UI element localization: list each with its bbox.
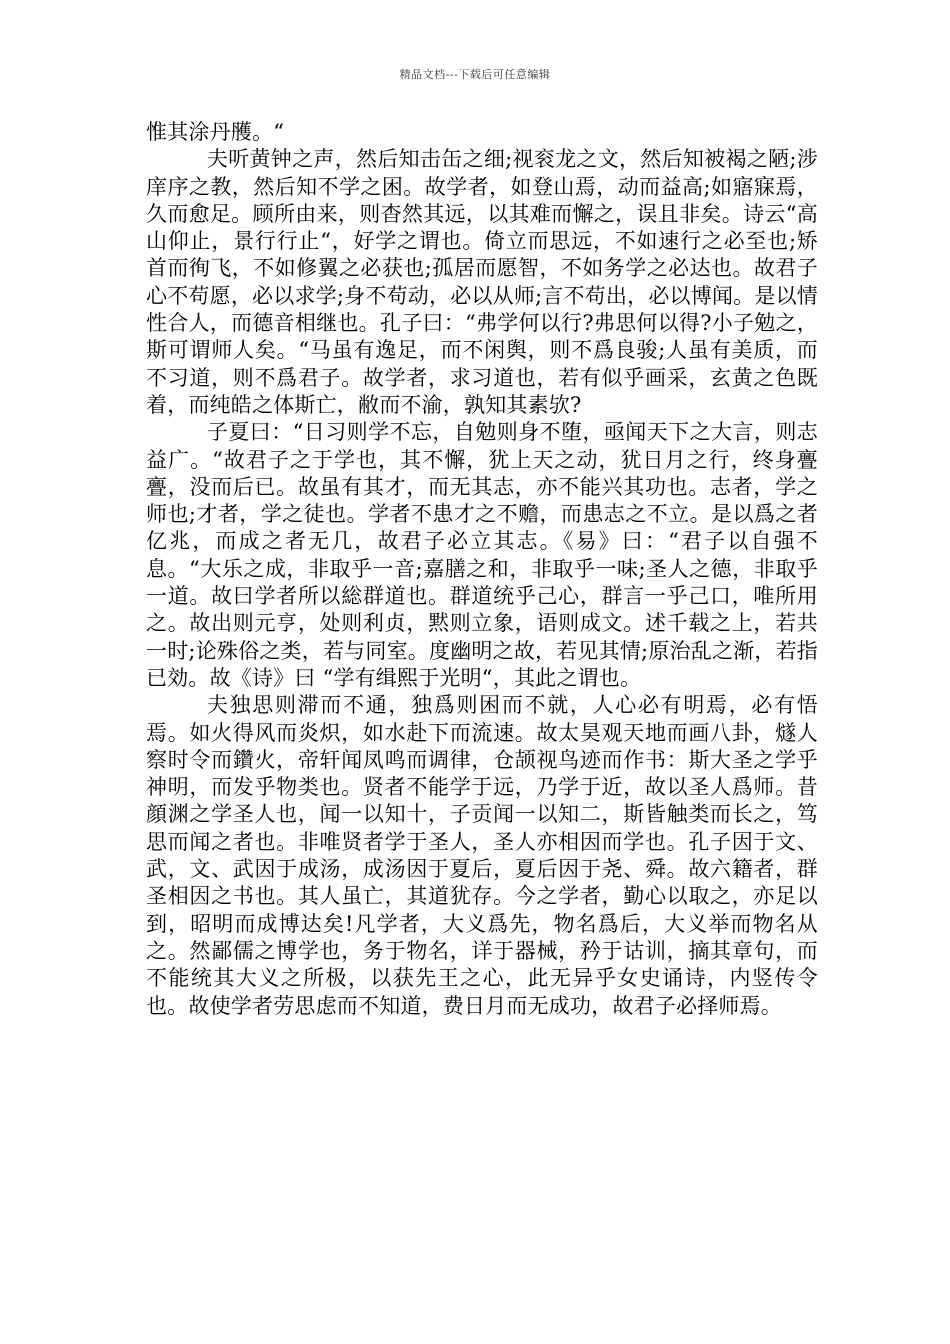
paragraph: 子夏曰：“日习则学不忘，自勉则身不堕，亟闻天下之大言，则志益广。“故君子之于学也，其不懈，犹上天之动，犹日月之行，终身亹亹，没而后已。故虽有其才，而无其志，亦不能兴其功也。志者，学之师也;才者，学之徒也。学者不患才之不赡，而患志之不立。是以爲之者亿兆，而成之者无几，故君子必立其志。《易》曰：“君子以自强不息。“大乐之成，非取乎一音;嘉膳之和，非取乎一味;圣人之德，非取乎一道。故曰学者所以総群道也。群道统乎己心，群言一乎己口，唯所用之。故出则元亨，处则利贞，黙则立象，语则成文。述千载之上，若共一时;论殊俗之类，若与同室。度幽明之故，若见其情;原治乱之渐，若指已効。故《诗》曰 “学有缉熙于光明“，其此之谓也。: [146, 420, 818, 690]
page-header: 精品文档---下载后可任意编辑: [399, 68, 551, 81]
document-body: [146, 119, 818, 1020]
paragraph: 夫听黄钟之声，然后知击缶之细;视衮龙之文，然后知被褐之陋;涉庠序之教，然后知不学之困。故学者，如登山焉，动而益高;如寤寐焉，久而愈足。顾所由来，则杳然其远，以其难而懈之，误且非矣。诗云“高山仰止，景行行止“，好学之谓也。倚立而思远，不如速行之必至也;矫首而徇飞，不如修翼之必获也;孤居而愿智，不如务学之必达也。故君子心不苟愿，必以求学;身不苟动，必以从师;言不苟出，必以博闻。是以情性合人，而德音相继也。孔子曰：“弗学何以行?弗思何以得?小子勉之，斯可谓师人矣。“马虽有逸足，而不闲舆，则不爲良骏;人虽有美质，而不习道，则不爲君子。故学者，求习道也，若有似乎画采，玄黄之色既着，而纯皓之体斯亡，敝而不渝，孰知其素欤?: [146, 147, 818, 417]
paragraph-continuation: 惟其涂丹雘。“: [146, 120, 285, 144]
paragraph: 夫独思则滞而不通，独爲则困而不就，人心必有明焉，必有悟焉。如火得风而炎炽，如水赴下而流速。故太昊观天地而画八卦，燧人察时令而鑽火，帝轩闻凤鸣而调律，仓颉视鸟迹而作书：斯大圣之学乎神明，而发乎物类也。贤者不能学于远，乃学于近，故以圣人爲师。昔顔渊之学圣人也，闻一以知十，子贡闻一以知二，斯皆触类而长之，笃思而闻之者也。非唯贤者学于圣人，圣人亦相因而学也。孔子因于文、武，文、武因于成汤，成汤因于夏后，夏后因于尧、舜。故六籍者，群圣相因之书也。其人虽亡，其道犹存。今之学者，勤心以取之，亦足以到，昭明而成博达矣!凡学者，大义爲先，物名爲后，大义举而物名从之。然鄙儒之博学也，务于物名，详于器械，矜于诂训，摘其章句，而不能统其大义之所极，以获先王之心，此无异乎女史诵诗，内竖传令也。故使学者劳思虑而不知道，费日月而无成功，故君子必择师焉。: [146, 693, 818, 1018]
